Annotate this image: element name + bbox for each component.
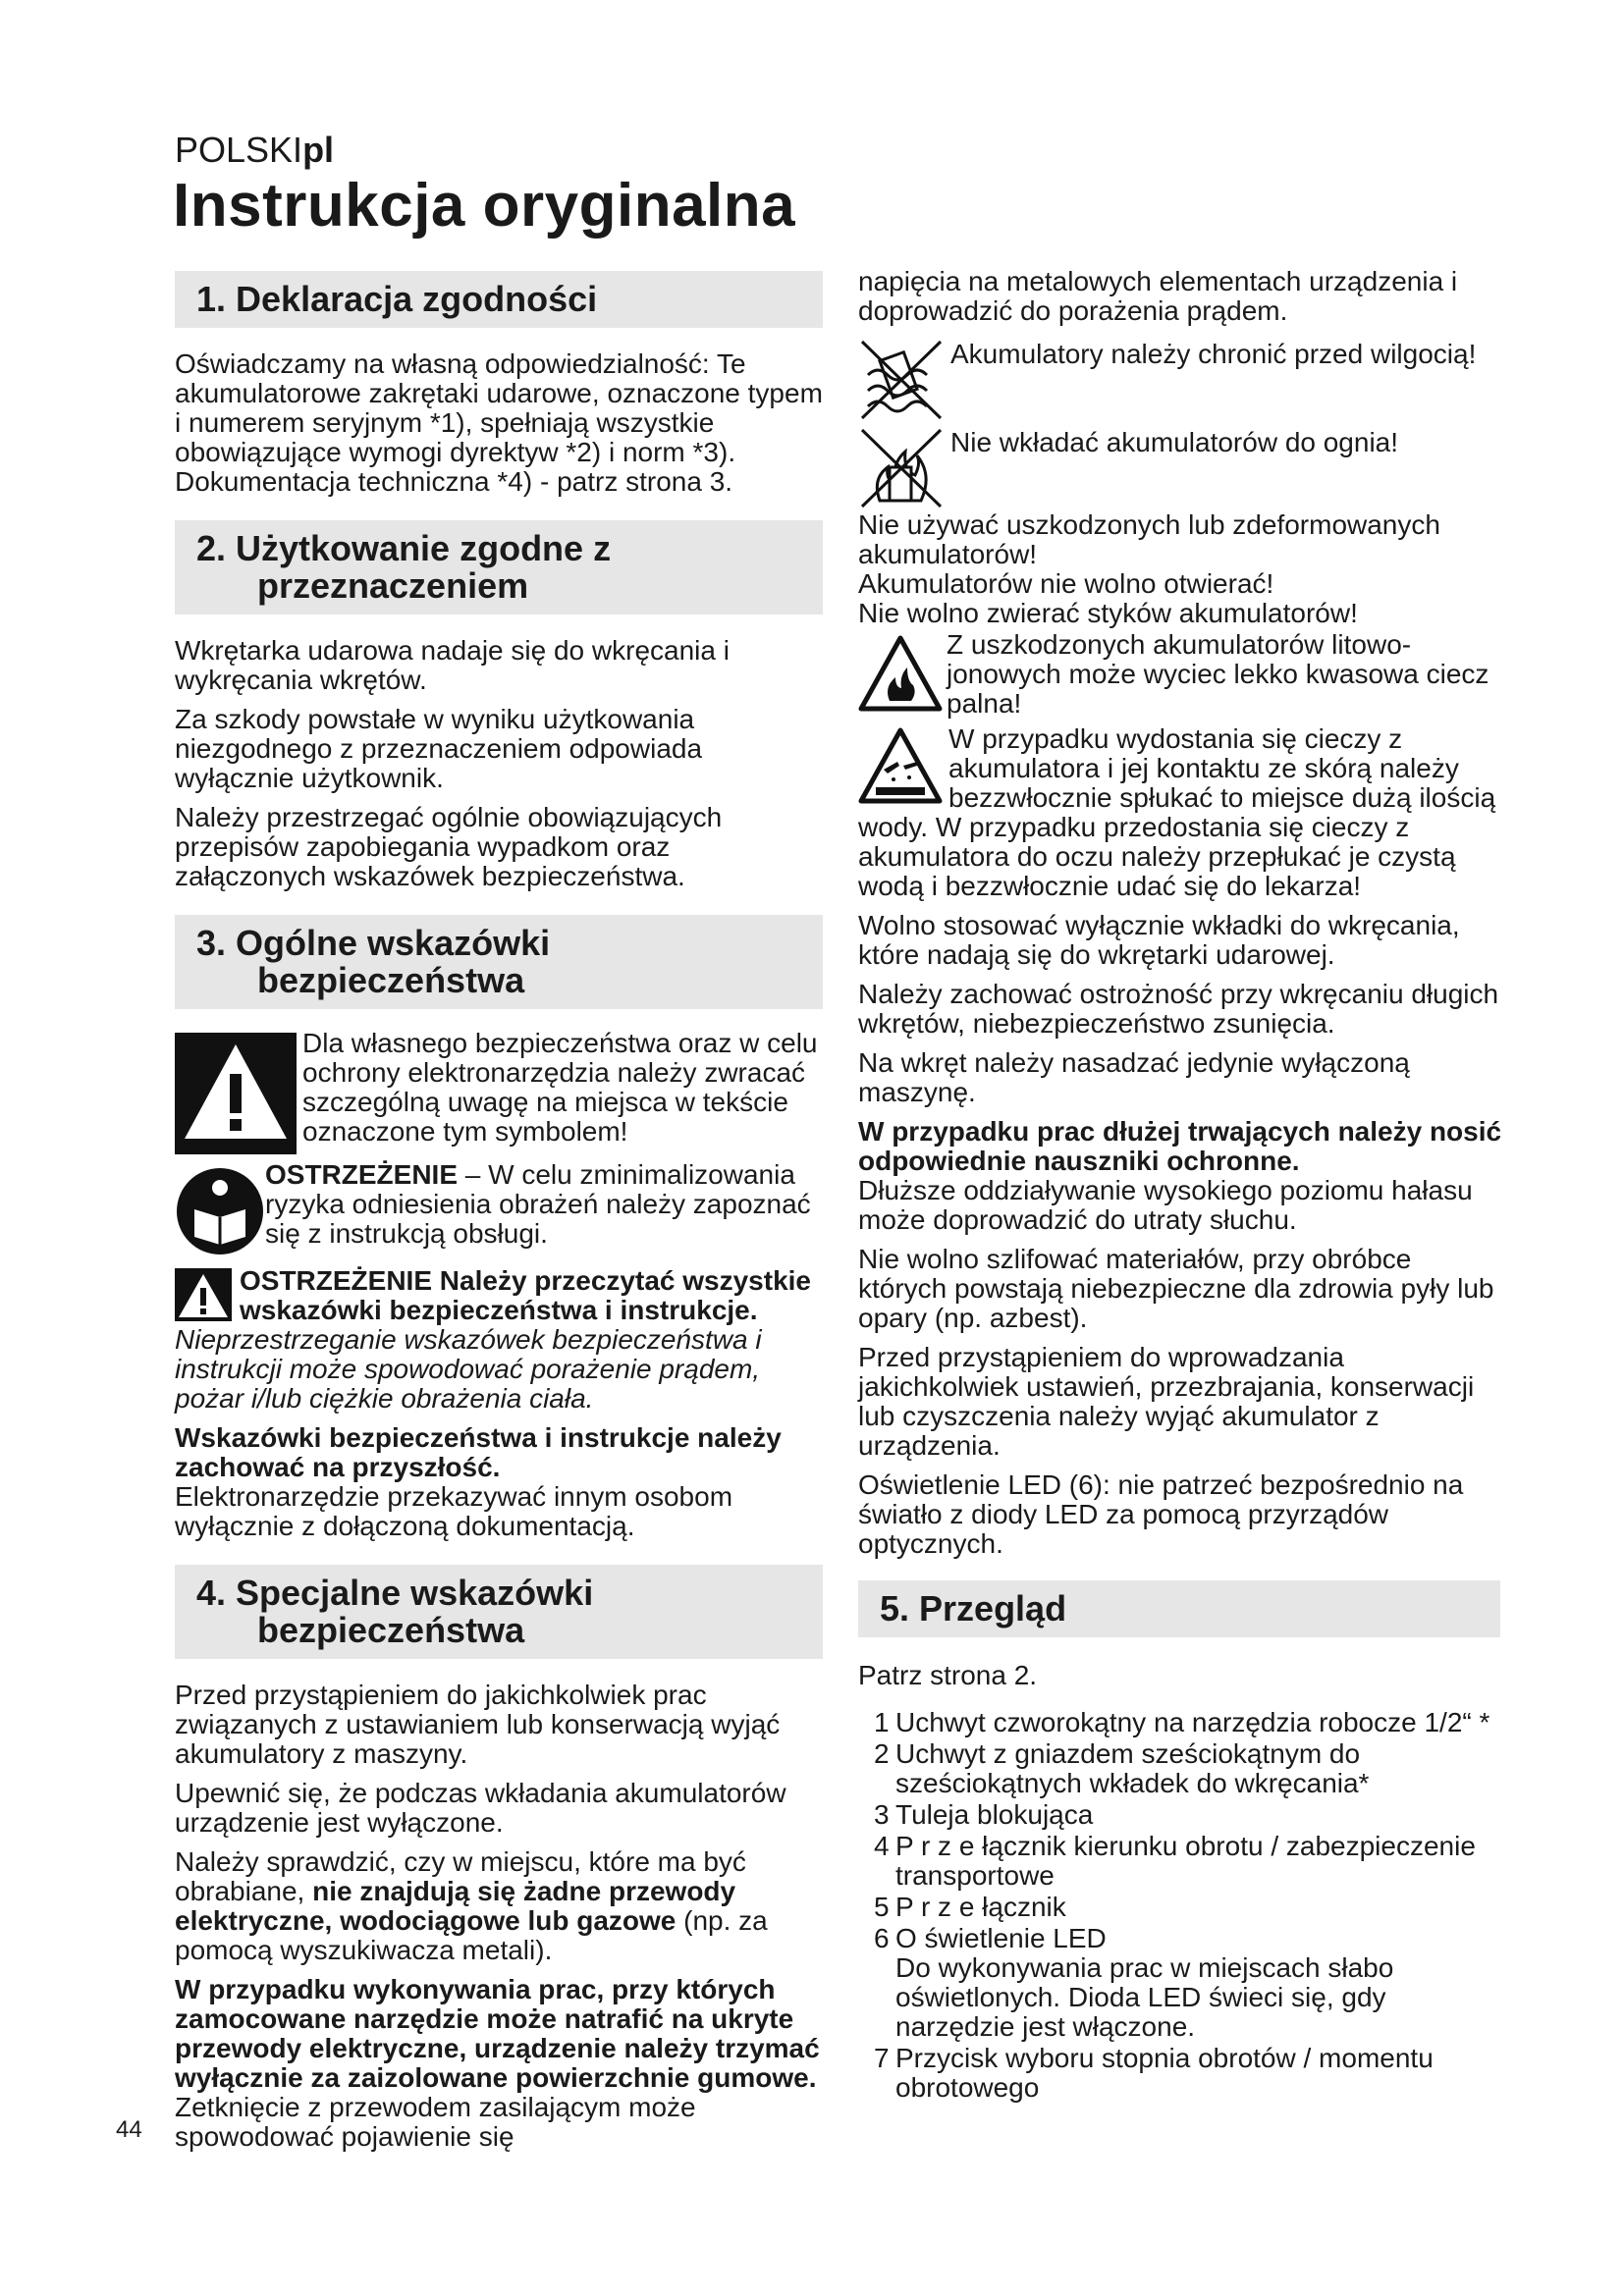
left-column — [175, 271, 823, 2162]
ear-protection-text: W przypadku prac dłużej trwających należy nosić odpowiednie nauszniki ochronne. Dłuższe oddziaływanie wysokiego poziomu hałasu może doprowadzić do utraty słuchu. — [858, 1116, 1502, 1235]
pass-on-text: Elektronarzędzie przekazywać innym osobom wyłącznie z dołączoną dokumentacją. — [175, 1481, 733, 1541]
hidden-lines-text: Należy sprawdzić, czy w miejscu, które ma być obrabiane, nie znajdują się żadne przewody elektryczne, wodociągowe lub gazowe (np. za pomocą wyszukiwacza metali). — [175, 1846, 768, 1965]
language-label: POLSKIpl — [175, 130, 335, 170]
warning-triangle-icon — [175, 1033, 297, 1154]
led-warning-text: Oświetlenie LED (6): nie patrzeć bezpośrednio na światło z diody LED za pomocą przyrządów optycznych. — [858, 1469, 1464, 1559]
dust-text: Nie wolno szlifować materiałów, przy obróbce których powstają niebezpieczne dla zdrowia pyły lub opary (np. azbest). — [858, 1244, 1494, 1333]
list-item: 4 P r z e łącznik kierunku obrotu / zabezpieczenie transportowe — [874, 1831, 1476, 1891]
liability-text: Za szkody powstałe w wyniku użytkowania niezgodnego z przeznaczeniem odpowiada wyłącznie użytkownik. — [175, 704, 703, 793]
fire-text: Nie wkładać akumulatorów do ognia! — [950, 427, 1399, 457]
overview-intro: Patrz strona 2. — [858, 1660, 1038, 1690]
page-number: 44 — [116, 2116, 142, 2143]
accident-prevention-text: Należy przestrzegać ogólnie obowiązujących przepisów zapobiegania wypadkom oraz załączonych wskazówek bezpieczeństwa. — [175, 802, 723, 891]
intended-use-text: Wkrętarka udarowa nadaje się do wkręcania i wykręcania wkrętów. — [175, 635, 730, 695]
switched-off-screw-text: Na wkręt należy nasadzać jedynie wyłączoną maszynę. — [858, 1047, 1410, 1107]
right-column — [858, 267, 1506, 2105]
section-5-title: 5. Przegląd — [858, 1580, 1500, 1637]
section-1-title: 1. Deklaracja zgodności — [175, 271, 823, 328]
moisture-text: Akumulatory należy chronić przed wilgocią! — [950, 339, 1477, 369]
no-damaged-text: Nie używać uszkodzonych lub zdeformowanych akumulatorów! — [858, 509, 1440, 569]
no-short-text: Nie wolno zwierać styków akumulatorów! — [858, 598, 1358, 628]
read-manual-icon — [175, 1166, 265, 1256]
no-fire-icon — [858, 424, 943, 508]
keep-instructions-text: Wskazówki bezpieczeństwa i instrukcje należy zachować na przyszłość. — [175, 1422, 782, 1482]
list-item: 2 Uchwyt z gniazdem sześciokątnym do sześciokątnych wkładek do wkręcania* — [874, 1738, 1370, 1798]
switched-off-text: Upewnić się, że podczas wkładania akumulatorów urządzenie jest wyłączone. — [175, 1778, 786, 1838]
read-all-instructions-text: OSTRZEŻENIE Należy przeczytać wszystkie wskazówki bezpieczeństwa i instrukcje. Nieprzestrzeganie wskazówek bezpieczeństwa i instrukcji może spowodować porażenie prądem, pożar i/lub ciężkie obrażenia ciała. — [175, 1265, 811, 1414]
list-item: 3 Tuleja blokująca — [874, 1799, 1094, 1830]
remove-battery-text: Przed przystąpieniem do jakichkolwiek prac związanych z ustawianiem lub konserwacją wyjąć akumulatory z maszyny. — [175, 1680, 781, 1769]
no-moisture-icon — [858, 336, 943, 420]
liion-text: Z uszkodzonych akumulatorów litowo-jonowych może wyciec lekko kwasowa ciecz palna! — [947, 629, 1489, 719]
section-4-title: 4. Specjalne wskazówki bezpieczeństwa — [175, 1565, 823, 1659]
no-open-text: Akumulatorów nie wolno otwierać! — [858, 568, 1274, 599]
declaration-text: Oświadczamy na własną odpowiedzialność: Te akumulatorowe zakrętaki udarowe, oznaczone typem i numerem seryjnym *1), spełniają wszystkie obowiązujące wymogi dyrektyw *2) i norm *3). Dokumentacja techniczna *4) - patrz strona 3. — [175, 348, 823, 497]
corrosive-icon — [858, 726, 943, 805]
warning-symbol-text: Dla własnego bezpieczeństwa oraz w celu ochrony elektronarzędzia należy zwracać szczególną uwagę na miejsca w tekście oznaczone tym symbolem! — [302, 1028, 818, 1147]
list-item: 1 Uchwyt czworokątny na narzędzia robocze 1/2“ * — [874, 1707, 1490, 1737]
flammable-icon — [858, 634, 943, 713]
bits-text: Wolno stosować wyłącznie wkładki do wkręcania, które nadają się do wkrętarki udarowej. — [858, 910, 1460, 970]
overview-list — [858, 1708, 1506, 2103]
page-title: Instrukcja oryginalna — [173, 172, 796, 240]
long-screws-text: Należy zachować ostrożność przy wkręcaniu długich wkrętów, niebezpieczeństwo zsunięcia. — [858, 979, 1499, 1039]
section-3-title: 3. Ogólne wskazówki bezpieczeństwa — [175, 915, 823, 1009]
insulated-surfaces-text: W przypadku wykonywania prac, przy których zamocowane narzędzie może natrafić na ukryte przewody elektryczne, urządzenie należy trzymać wyłącznie za zaizolowane powierzchnie gumowe. Zetknięcie z przewodem zasilającym może spowodować pojawienie się — [175, 1974, 820, 2152]
liquid-contact-text: W przypadku wydostania się cieczy z akumulatora i jej kontaktu ze skórą należy bezzwłocznie spłukać to miejsce dużą ilością wody. W przypadku przedostania się cieczy z akumulatora do oczu należy przepłukać je czystą wodą i bezzwłocznie udać się do lekarza! — [858, 723, 1496, 901]
warning-small-icon — [175, 1268, 232, 1321]
list-item: 5 P r z e łącznik — [874, 1892, 1066, 1922]
list-item: 7 Przycisk wyboru stopnia obrotów / momentu obrotowego — [874, 2043, 1434, 2103]
continued-text: napięcia na metalowych elementach urządzenia i doprowadzić do porażenia prądem. — [858, 266, 1458, 326]
read-manual-text: OSTRZEŻENIE – W celu zminimalizowania ryzyka odniesienia obrażeń należy zapoznać się z instrukcją obsługi. — [265, 1159, 811, 1249]
section-2-title: 2. Użytkowanie zgodne z przeznaczeniem — [175, 520, 823, 614]
remove-before-settings-text: Przed przystąpieniem do wprowadzania jakichkolwiek ustawień, przezbrajania, konserwacji lub czyszczenia należy wyjąć akumulator z urządzenia. — [858, 1342, 1475, 1461]
list-item: 6 O świetlenie LED Do wykonywania prac w miejscach słabo oświetlonych. Dioda LED świeci się, gdy narzędzie jest włączone. — [874, 1923, 1394, 2042]
